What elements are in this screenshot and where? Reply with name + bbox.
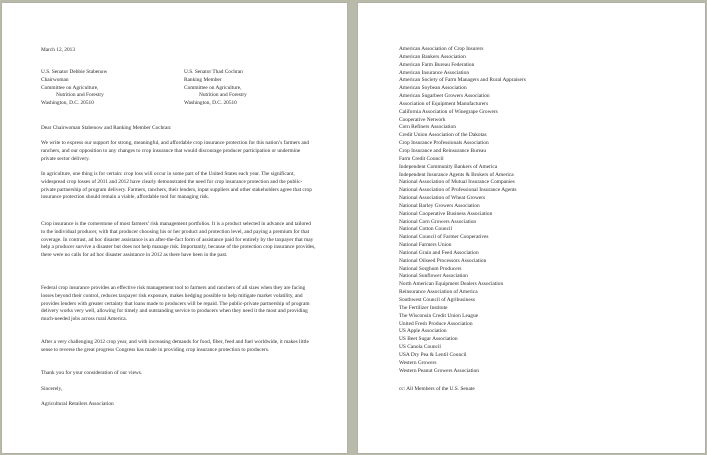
signatory-organization: Reinsurance Association of America xyxy=(399,289,478,296)
recipient-address: Washington, D.C. 20510 xyxy=(184,100,237,107)
paragraph-cornerstone: Crop insurance is the cornerstone of most farmers’ risk management portfolios. It is a product selected in advance and tailored to the individual producer, with that producer choosing his or her product and protection level, and paying a premium for that coverage. In contrast, ad hoc disaster assistance is an after-the-fact form of assistance paid for entirely by the taxpayer that may help a producer survive a disaster but does not help manage risk. Importantly, because of the protection crop insurance provides, there were no calls for ad hoc disaster assistance in 2012 as there have been in the past. xyxy=(41,221,316,259)
signatory-organization: Crop Insurance Professionals Association xyxy=(399,140,489,147)
recipient-block-chair xyxy=(41,69,107,108)
paragraph-federal: Federal crop insurance provides an effective risk management tool to farmers and ranchers of all sizes when they are facing losses beyond their control, reduces taxpayer risk exposure, makes hedging possible to help mitigate market volatility, and provides lenders with greater certainty that loans made to producers will be repaid. The public-private partnership of program delivery works very well, allowing for timely and outstanding service to producers when they need it the most and providing much-needed jobs across rural America. xyxy=(41,285,310,323)
signatory-organization: National Corn Growers Association xyxy=(399,218,477,225)
letter-page-1 xyxy=(2,3,347,453)
recipient-block-ranking xyxy=(184,69,247,108)
letter-page-2 xyxy=(358,3,705,453)
signatory-organization: Corn Refiners Association xyxy=(399,124,456,131)
signatory-organization: US Canola Council xyxy=(399,344,441,351)
signatory-organization: Credit Union Association of the Dakotas xyxy=(399,132,487,139)
signatory-organization: American Sugarbeet Growers Association xyxy=(399,93,490,100)
signatory-organization: National Association of Wheat Growers xyxy=(399,195,486,202)
signatory-organization: United Fresh Produce Association xyxy=(399,320,473,327)
recipient-committee-cont: Nutrition and Forestry xyxy=(56,92,104,99)
signatory: Agricultural Retailers Association xyxy=(41,401,114,407)
signatory-organization: USA Dry Pea & Lentil Council xyxy=(399,351,467,358)
paragraph-after-2012: After a very challenging 2012 crop year, and with increasing demands for food, fiber, feed and fuel worldwide, it makes little sense to reverse the great progress Congress has made in providing crop insurance protection to producers. xyxy=(41,339,309,353)
signatory-organization: The Wisconsin Credit Union League xyxy=(399,312,479,319)
recipient-committee: Committee on Agriculture, xyxy=(41,84,99,91)
signatory-organization: Southwest Council of Agribusiness xyxy=(399,297,475,303)
signatory-list xyxy=(399,46,526,375)
signatory-organization: National Sunflower Association xyxy=(399,273,468,280)
signatory-organization: National Sorghum Producers xyxy=(399,265,462,272)
signatory-organization: National Cooperative Business Association xyxy=(399,210,493,217)
recipient-committee: Committee on Agriculture, xyxy=(184,84,242,91)
signatory-organization: American Bankers Association xyxy=(399,53,466,60)
salutation: Dear Chairwoman Stabenow and Ranking Member Cochran: xyxy=(41,125,172,131)
paragraph-support: We write to express our support for strong, meaningful, and affordable crop insurance protection for this nation’s farmers and ranchers, and our opposition to any changes to crop insurance that would discourage producer participation or undermine private sector delivery. xyxy=(41,140,310,162)
paragraph-thanks: Thank you for your consideration of our views. xyxy=(41,370,143,376)
signatory-organization: American Society of Farm Managers and Rural Appraisers xyxy=(399,77,526,84)
signatory-organization: Farm Credit Council xyxy=(399,155,444,162)
recipient-title: Chairwoman xyxy=(41,76,69,83)
signatory-organization: US Beet Sugar Association xyxy=(399,336,458,343)
signatory-organization: Crop Insurance and Reinsurance Bureau xyxy=(399,147,487,154)
signatory-organization: National Grain and Feed Association xyxy=(399,249,479,256)
cc-line: cc: All Members of the U.S. Senate xyxy=(399,386,475,392)
closing: Sincerely, xyxy=(41,386,63,392)
recipient-committee-cont: Nutrition and Forestry xyxy=(199,92,247,99)
signatory-organization: American Insurance Association xyxy=(399,69,470,76)
recipient-name: U.S. Senator Thad Cochran xyxy=(184,69,243,75)
signatory-organization: National Cotton Council xyxy=(399,226,453,233)
signatory-organization: Independent Insurance Agents & Brokers of America xyxy=(399,171,514,178)
signatory-organization: North American Equipment Dealers Association xyxy=(399,281,504,288)
signatory-organization: National Barley Growers Association xyxy=(399,202,480,209)
signatory-organization: American Soybean Association xyxy=(399,85,467,92)
signatory-organization: American Association of Crop Insurers xyxy=(399,46,484,52)
signatory-organization: Western Growers xyxy=(399,359,437,366)
recipient-title: Ranking Member xyxy=(184,76,222,83)
paragraph-agriculture: In agriculture, one thing is for certain: crop loss will occur in some part of the United States each year. The significant, widespread crop losses of 2011 and 2012 have clearly demonstrated the need for crop insurance protection and the public-private partnership of program delivery. Farmers, ranchers, their lenders, input suppliers and other stakeholders agree that crop insurance protection should remain a viable, affordable tool for managing risk. xyxy=(41,171,312,201)
recipient-name: U.S. Senator Debbie Stabenow xyxy=(41,69,108,75)
signatory-organization: Western Peanut Growers Association xyxy=(399,367,479,374)
signatory-organization: Cooperative Network xyxy=(399,116,446,123)
signatory-organization: National Association of Mutual Insurance Companies xyxy=(399,179,515,186)
signatory-organization: National Association of Professional Insurance Agents xyxy=(399,187,517,194)
letter-date: March 12, 2013 xyxy=(41,47,75,53)
signatory-organization: The Fertilizer Institute xyxy=(399,304,448,311)
signatory-organization: National Oilseed Processors Association xyxy=(399,257,487,264)
signatory-organization: National Council of Farmer Cooperatives xyxy=(399,234,489,241)
signatory-organization: Association of Equipment Manufacturers xyxy=(399,100,489,107)
signatory-organization: US Apple Association xyxy=(399,328,447,335)
signatory-organization: California Association of Winegrape Growers xyxy=(399,108,498,115)
recipient-address: Washington, D.C. 20510 xyxy=(41,100,94,107)
signatory-organization: National Farmers Union xyxy=(399,242,452,249)
signatory-organization: American Farm Bureau Federation xyxy=(399,61,475,68)
signatory-organization: Independent Community Bankers of America xyxy=(399,163,498,170)
